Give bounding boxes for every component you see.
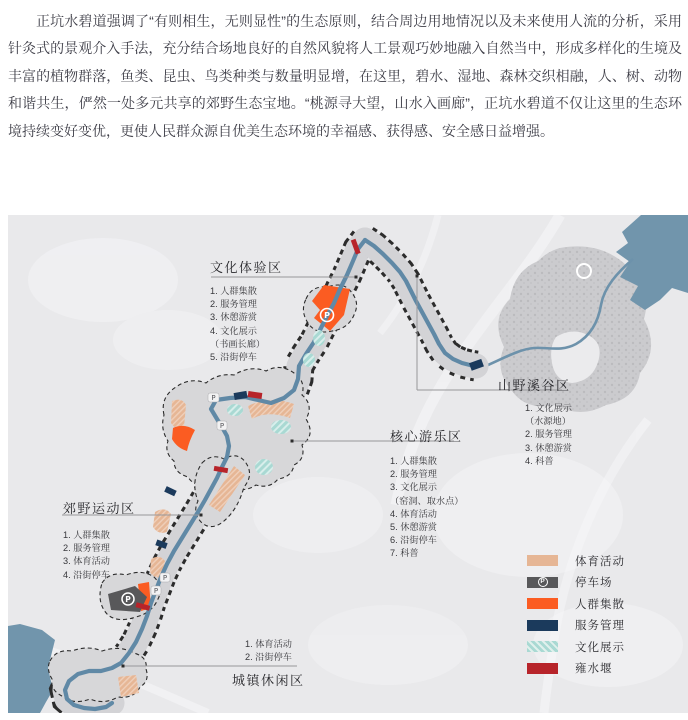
legend-row: 服务管理: [527, 620, 625, 631]
zone-callout-core: [390, 426, 464, 561]
crowd-swatch: [527, 598, 558, 609]
parking-icon: P: [538, 577, 548, 587]
svg-text:P: P: [219, 422, 225, 431]
legend-row: 雍水堰: [527, 663, 625, 674]
legend-row: 体育活动: [527, 555, 625, 566]
zone-title: 文化体验区: [210, 260, 283, 275]
zone-callout-country-sports: [63, 498, 136, 582]
legend-row: 人群集散: [527, 598, 625, 609]
zone-callout-town: [232, 638, 305, 689]
zone-callout-culture: [210, 257, 283, 364]
zone-title: 郊野运动区: [63, 501, 136, 516]
zone-items: 1. 人群集散 2. 服务管理 3. 体育活动 4. 沿街停车: [63, 530, 110, 580]
svg-text:P: P: [162, 574, 168, 583]
zone-title: 山野溪谷区: [498, 378, 571, 393]
intro-paragraph: 正坑水碧道强调了“有则相生，无则显性”的生态原则，结合周边用地情况以及未来使用人流的分析，采用针灸式的景观介入手法，充分结合场地良好的自然风貌将人工景观巧妙地融入自然当中，形成多样化的生境及丰富的植物群落，鱼类、昆虫、鸟类种类与数量明显增，在这里，碧水、湿地、森林交织相融，人、树、动物和谐共生，俨然一处多元共享的郊野生态宝地。“桃源寻大望，山水入画廊”，正坑水碧道不仅让这里的生态环境持续变好变优，更使人民群众源自优美生态环境的幸福感、获得感、安全感日益增强。: [8, 13, 682, 139]
article-section: [8, 0, 682, 145]
svg-text:P: P: [324, 311, 330, 321]
svg-text:P: P: [211, 394, 216, 403]
zone-title: 城镇休闲区: [232, 673, 305, 689]
greenway-map-figure: [8, 215, 688, 713]
zone-items: 1. 人群集散 2. 服务管理 3. 文化展示 （窑洞、取水点） 4. 体育活动 5. 休憩游赏 6. 沿街停车 7. 科普: [390, 456, 464, 559]
svg-text:P: P: [153, 587, 159, 596]
weir-swatch: [527, 663, 558, 674]
parking-swatch: [527, 577, 558, 588]
zone-callout-valley: [498, 375, 572, 468]
service-swatch: [527, 620, 558, 631]
sports-swatch: [527, 555, 558, 566]
svg-text:P: P: [125, 595, 131, 604]
culture-swatch: [527, 641, 558, 652]
zone-items: 1. 人群集散 2. 服务管理 3. 休憩游赏 4. 文化展示 （书画长廊） 5. 沿街停车: [210, 286, 266, 363]
zone-items: 1. 体育活动 2. 沿街停车: [245, 639, 292, 663]
zone-items: 1. 文化展示 （水源地） 2. 服务管理 3. 休憩游赏 4. 科普: [525, 403, 572, 466]
zone-title: 核心游乐区: [390, 429, 463, 444]
legend-row: 文化展示: [527, 641, 625, 652]
legend-row: P 停车场: [527, 577, 625, 588]
map-legend: [527, 555, 625, 684]
